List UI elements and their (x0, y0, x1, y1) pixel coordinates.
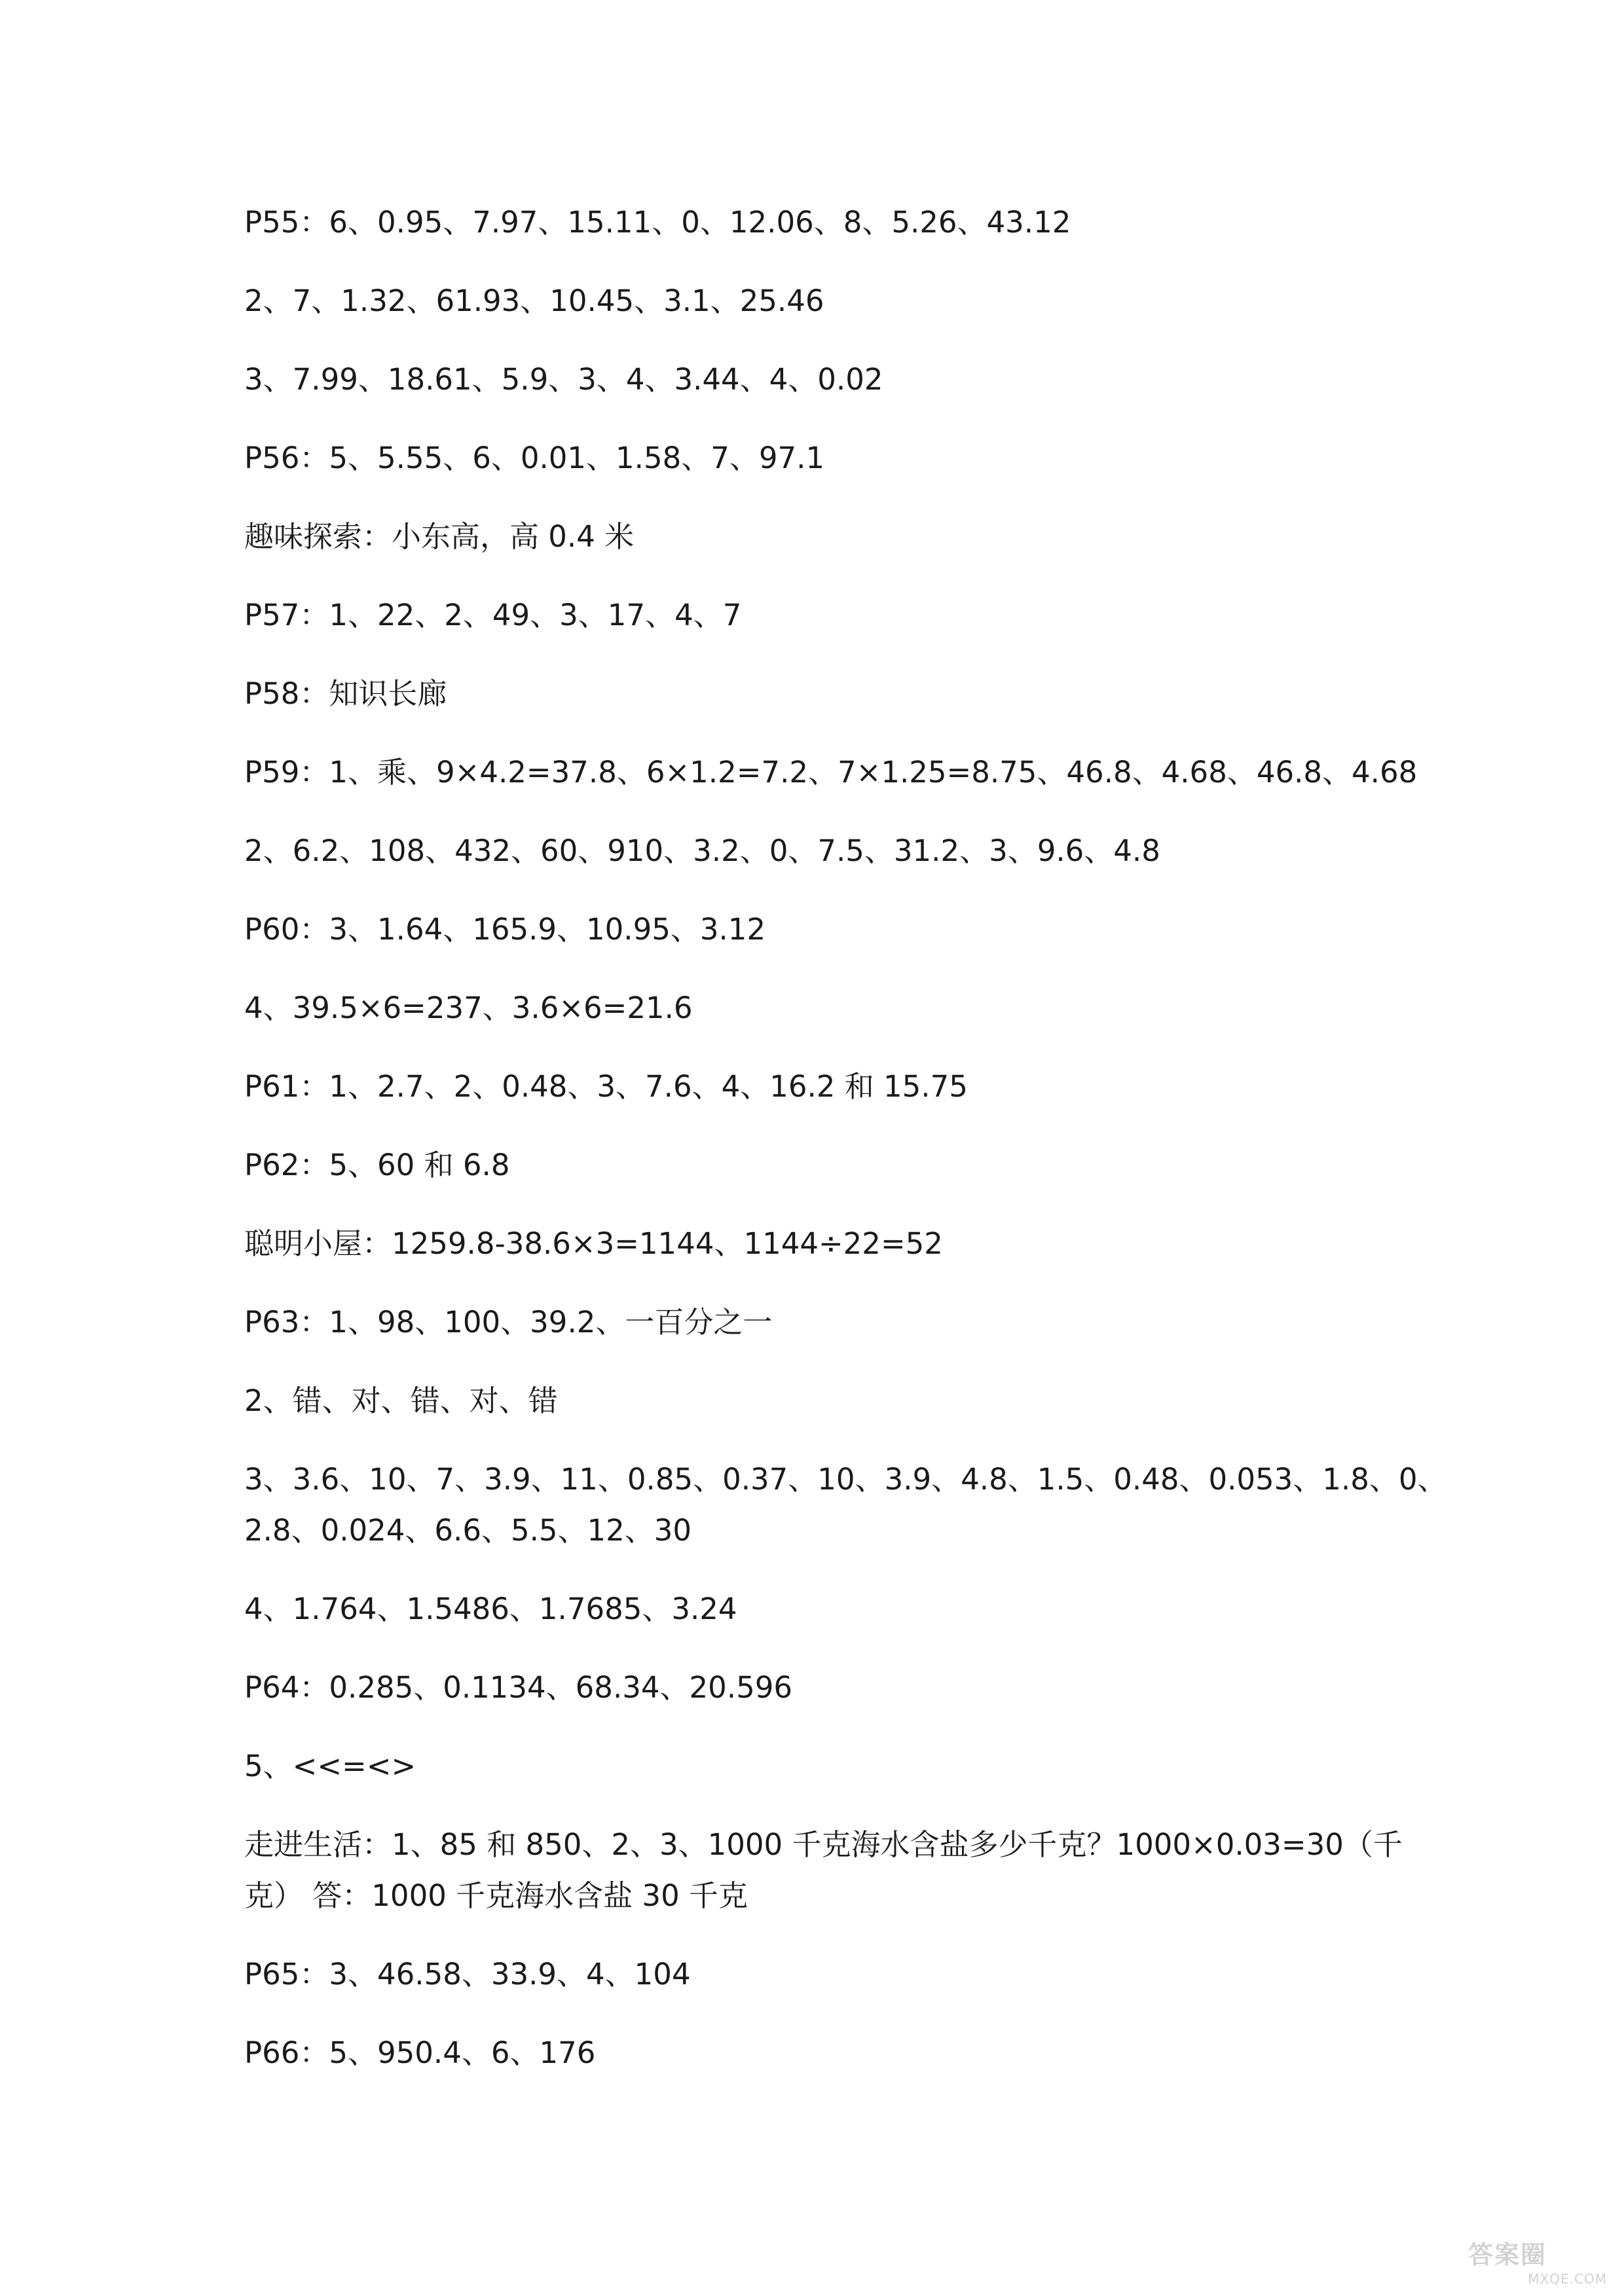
watermark-text: 答案圈 (1468, 2240, 1547, 2269)
answer-line-p58: P58：知识长廊 (244, 676, 447, 711)
answer-line-fun-explore: 趣味探索：小东高，高 0.4 米 (244, 519, 635, 554)
answer-line-into-life-b: 克） 答：1000 千克海水含盐 30 千克 (244, 1878, 748, 1913)
watermark-url: MXQE.COM (1528, 2271, 1607, 2287)
answer-line-p56: P56：5、5.55、6、0.01、1.58、7、97.1 (244, 441, 825, 475)
answer-line-p64-5: 5、<<=<> (244, 1749, 416, 1783)
answer-line-p65: P65：3、46.58、33.9、4、104 (244, 1957, 691, 1992)
answer-line-p63-4: 4、1.764、1.5486、1.7685、3.24 (244, 1592, 737, 1626)
answer-line-p63-3b: 2.8、0.024、6.6、5.5、12、30 (244, 1513, 692, 1548)
answer-line-p60: P60：3、1.64、165.9、10.95、3.12 (244, 912, 766, 947)
answer-line-smart-house: 聪明小屋：1259.8-38.6×3=1144、1144÷22=52 (244, 1226, 943, 1261)
answer-line-p61: P61：1、2.7、2、0.48、3、7.6、4、16.2 和 15.75 (244, 1069, 968, 1104)
document-page (244, 0, 1447, 2296)
answer-line-p66: P66：5、950.4、6、176 (244, 2035, 596, 2070)
answer-line-p60-4: 4、39.5×6=237、3.6×6=21.6 (244, 991, 693, 1025)
watermark-logo (1468, 2231, 1612, 2289)
answer-line-p55: P55：6、0.95、7.97、15.11、0、12.06、8、5.26、43.12 (244, 205, 1071, 240)
answer-line-p63-2: 2、错、对、错、对、错 (244, 1383, 558, 1418)
answer-line-p63-3a: 3、3.6、10、7、3.9、11、0.85、0.37、10、3.9、4.8、1.5、0.48、0.053、1.8、0、 (244, 1462, 1447, 1497)
answer-line-p62: P62：5、60 和 6.8 (244, 1148, 510, 1182)
answer-line-p59: P59：1、乘、9×4.2=37.8、6×1.2=7.2、7×1.25=8.75、46.8、4.68、46.8、4.68 (244, 755, 1418, 790)
answer-line-p64: P64：0.285、0.1134、68.34、20.596 (244, 1670, 792, 1705)
answer-line-into-life-a: 走进生活：1、85 和 850、2、3、1000 千克海水含盐多少千克？1000×0.03=30（千 (244, 1827, 1403, 1862)
answer-line-p55-2: 2、7、1.32、61.93、10.45、3.1、25.46 (244, 283, 824, 318)
answer-line-p55-3: 3、7.99、18.61、5.9、3、4、3.44、4、0.02 (244, 362, 883, 397)
answer-line-p59-2: 2、6.2、108、432、60、910、3.2、0、7.5、31.2、3、9.6、4.8 (244, 833, 1160, 868)
answer-line-p57: P57：1、22、2、49、3、17、4、7 (244, 598, 742, 632)
answer-line-p63: P63：1、98、100、39.2、一百分之一 (244, 1305, 773, 1339)
